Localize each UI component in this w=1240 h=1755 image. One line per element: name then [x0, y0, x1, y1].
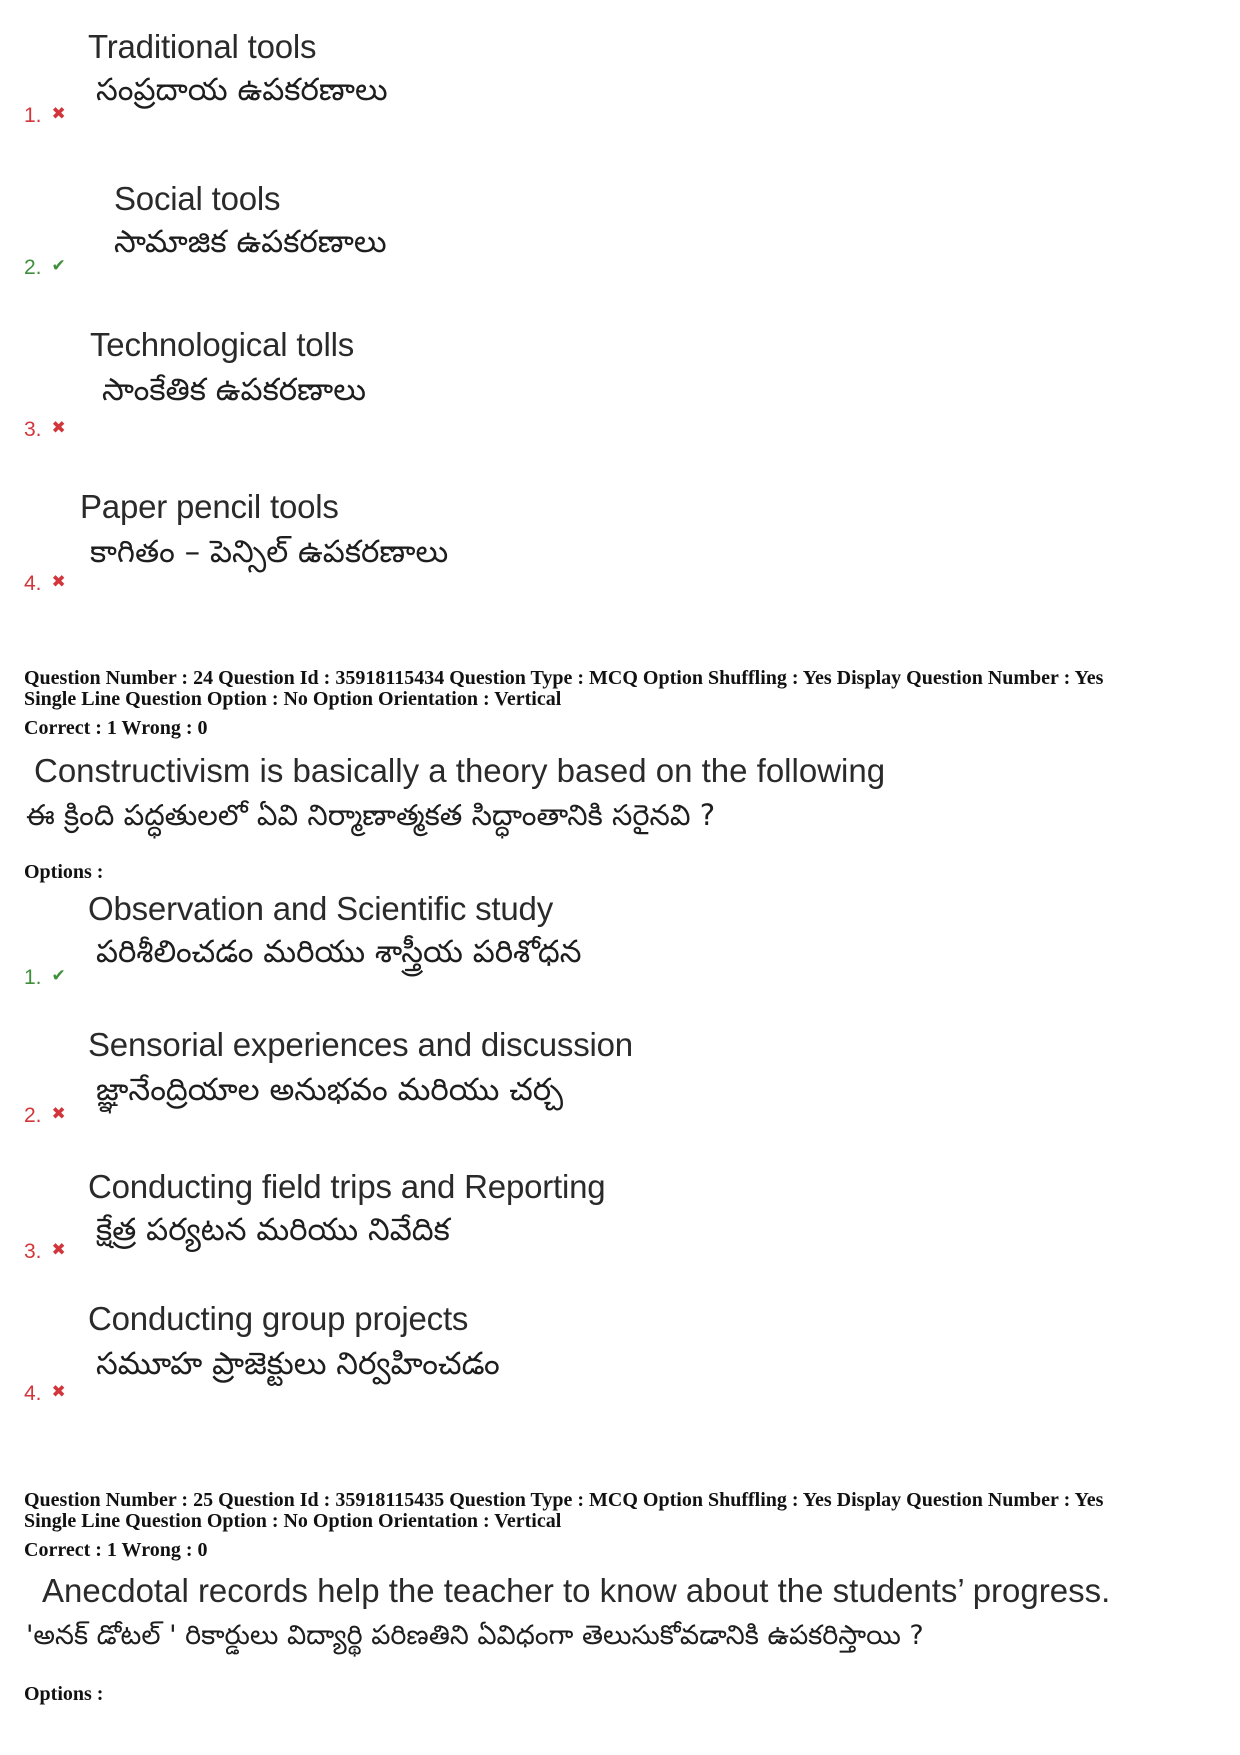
option-number-label: 1. [24, 104, 42, 127]
option-number-label: 2. [24, 1104, 42, 1127]
question-english-text: Anecdotal records help the teacher to know about the students’ progress. [42, 1572, 1111, 1609]
options-label: Options : [24, 1683, 104, 1705]
option-english-text: Observation and Scientific study [88, 890, 554, 927]
option-telugu-text: సామాజిక ఉపకరణాలు [114, 224, 387, 260]
option-number [24, 1240, 66, 1264]
option-number-label: 1. [24, 966, 42, 989]
question-telugu-text: ఈ క్రింది పద్ధతులలో ఏవి నిర్మాణాత్మకత సిద్ధాంతానికి సరైనవి ? [26, 798, 716, 832]
option-telugu-text: సాంకేతిక ఉపకరణాలు [102, 372, 366, 408]
question-meta-line1: Question Number : 24 Question Id : 35918115434 Question Type : MCQ Option Shuffling : Yes Display Question Number : Yes [24, 667, 1104, 689]
option-number [24, 256, 66, 280]
check-icon: ✔ [51, 256, 66, 275]
question-meta-line1: Question Number : 25 Question Id : 35918115435 Question Type : MCQ Option Shuffling : Yes Display Question Number : Yes [24, 1489, 1104, 1511]
option-number [24, 104, 66, 128]
option-telugu-text: కాగితం – పెన్సిల్ ఉపకరణాలు [90, 534, 449, 570]
option-number-label: 3. [24, 418, 42, 441]
option-telugu-text: పరిశీలించడం మరియు శాస్త్రీయ పరిశోధన [96, 934, 582, 970]
option-english-text: Paper pencil tools [80, 488, 339, 525]
option-number [24, 1382, 66, 1406]
option-number [24, 1104, 66, 1128]
option-number-label: 4. [24, 1382, 42, 1405]
option-english-text: Conducting field trips and Reporting [88, 1168, 606, 1205]
option-telugu-text: సమూహ ప్రాజెక్టులు నిర్వహించడం [96, 1346, 500, 1382]
cross-icon: ✖ [51, 1104, 66, 1123]
question-marks: Correct : 1 Wrong : 0 [24, 1539, 208, 1561]
question-meta-line2: Single Line Question Option : No Option Orientation : Vertical [24, 1510, 562, 1532]
question-marks: Correct : 1 Wrong : 0 [24, 717, 208, 739]
cross-icon: ✖ [51, 1240, 66, 1259]
option-english-text: Traditional tools [88, 28, 317, 65]
option-english-text: Conducting group projects [88, 1300, 469, 1337]
option-number [24, 966, 66, 990]
cross-icon: ✖ [51, 418, 66, 437]
cross-icon: ✖ [51, 1382, 66, 1401]
option-telugu-text: క్షేత్ర పర్యటన మరియు నివేదిక [96, 1212, 450, 1248]
option-telugu-text: సంప్రదాయ ఉపకరణాలు [96, 72, 388, 108]
option-telugu-text: జ్ఞానేంద్రియాల అనుభవం మరియు చర్చ [96, 1072, 564, 1108]
option-english-text: Social tools [114, 180, 281, 217]
check-icon: ✔ [51, 966, 66, 985]
option-english-text: Sensorial experiences and discussion [88, 1026, 633, 1063]
option-number-label: 4. [24, 572, 42, 595]
option-number [24, 418, 66, 442]
cross-icon: ✖ [51, 104, 66, 123]
option-english-text: Technological tolls [90, 326, 355, 363]
question-english-text: Constructivism is basically a theory based on the following [34, 752, 886, 789]
options-label: Options : [24, 861, 104, 883]
question-meta-line2: Single Line Question Option : No Option Orientation : Vertical [24, 688, 562, 710]
option-number-label: 3. [24, 1240, 42, 1263]
option-number-label: 2. [24, 256, 42, 279]
option-number [24, 572, 66, 596]
cross-icon: ✖ [51, 572, 66, 591]
question-telugu-text: 'అనక్ డోటల్ ' రికార్డులు విద్యార్థి పరిణతిని ఏవిధంగా తెలుసుకోవడానికి ఉపకరిస్తాయి ? [26, 1620, 924, 1651]
